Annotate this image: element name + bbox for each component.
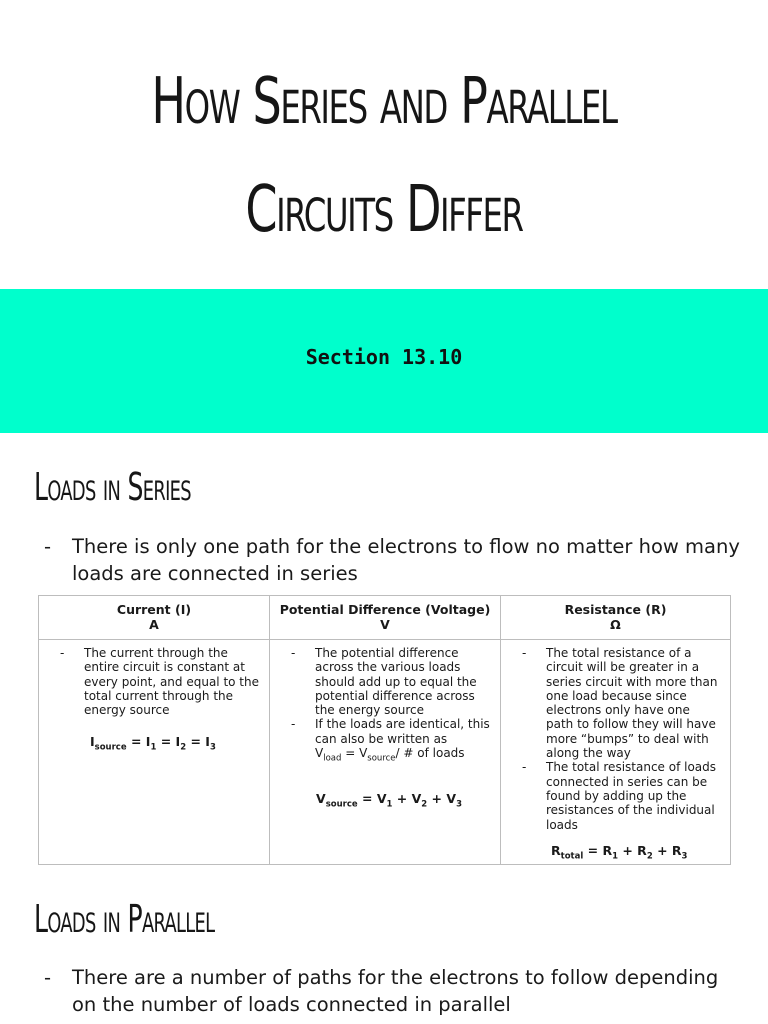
- voltage-formula: $V_{source} = V_1 + V_2 + V_3$: [316, 790, 462, 810]
- series-table: [38, 595, 731, 865]
- resistance-point-2: - The total resistance of loads connected in series can be found by adding up the resistances of the individual loads: [519, 760, 720, 831]
- series-bullet-text: There is only one path for the electrons to flow no matter how many loads are connected in series: [72, 535, 740, 585]
- header-resistance: Resistance (R) Ω: [501, 596, 731, 640]
- parallel-bullet-text: There are a number of paths for the electrons to follow depending on the number of loads connected in parallel: [72, 966, 719, 1016]
- header-current: Current (I) A: [39, 596, 270, 640]
- parallel-bullet: [44, 964, 744, 1018]
- slide-title: [108, 48, 661, 264]
- parallel-heading: Loads in Parallel: [34, 897, 215, 941]
- section-band: [0, 289, 768, 433]
- series-heading: Loads in Series: [34, 465, 191, 509]
- content-slide: [0, 433, 768, 1024]
- voltage-point-2: - If the loads are identical, this can also be written as $V_{load} = V_{source}/$ # of loads: [288, 717, 490, 765]
- current-formula: $I_{source} = I_1 = I_2 = I_3$: [90, 734, 216, 753]
- title-line-2: Circuits Differ: [245, 173, 523, 247]
- cell-current: [39, 640, 270, 865]
- cell-voltage: [270, 640, 501, 865]
- bullet-dash: -: [44, 966, 52, 989]
- table-header-row: [39, 596, 731, 640]
- section-label: Section 13.10: [305, 345, 463, 369]
- voltage-point-1: - The potential difference across the various loads should add up to equal the potential difference across the energy source: [288, 646, 490, 717]
- current-point-1: - The current through the entire circuit is constant at every point, and equal to the total current through the energy source: [57, 646, 259, 717]
- title-slide: [0, 0, 768, 289]
- resistance-point-1: - The total resistance of a circuit will be greater in a series circuit with more than one load because since electrons only have one path to follow they will have more “bumps” to deal with along the way: [519, 646, 720, 760]
- header-voltage: Potential Difference (Voltage) V: [270, 596, 501, 640]
- title-line-1: How Series and Parallel: [151, 65, 617, 139]
- bullet-dash: -: [44, 535, 52, 558]
- table-row: [39, 640, 731, 865]
- resistance-formula: $R_{total} = R_1 + R_2 + R_3$: [551, 842, 688, 862]
- series-bullet: [44, 533, 744, 587]
- cell-resistance: [501, 640, 731, 865]
